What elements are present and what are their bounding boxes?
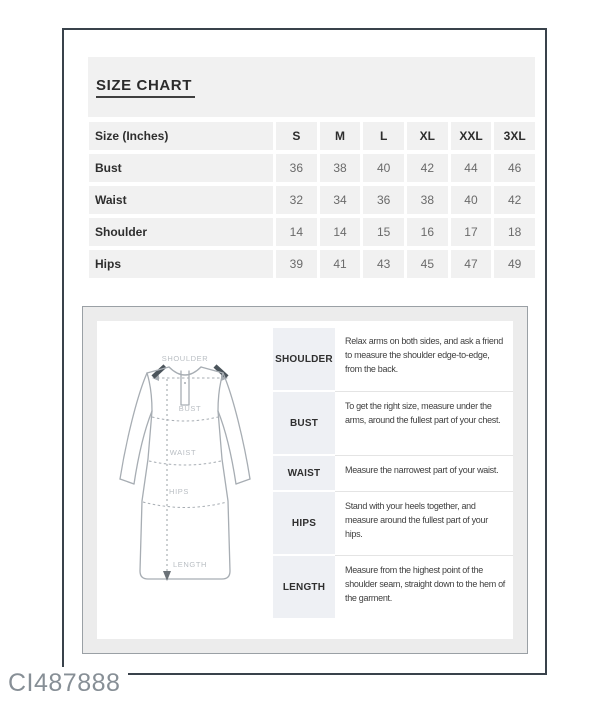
diagram-label-bust: BUST [178, 404, 202, 413]
measurement-instructions [273, 321, 513, 639]
size-col-xl: XL [407, 122, 448, 150]
size-col-3xl: 3XL [494, 122, 535, 150]
size-unit-label: Size (Inches) [89, 122, 273, 150]
size-col-s: S [276, 122, 317, 150]
cell-value: 46 [494, 154, 535, 182]
row-label-waist: Waist [89, 186, 273, 214]
diagram-label-length: LENGTH [173, 560, 208, 569]
row-label-bust: Bust [89, 154, 273, 182]
row-label-shoulder: Shoulder [89, 218, 273, 246]
table-row-shoulder [89, 218, 535, 246]
table-row-bust [89, 154, 535, 182]
cell-value: 44 [451, 154, 492, 182]
guide-description-waist: Measure the narrowest part of your waist. [335, 455, 513, 491]
cell-value: 49 [494, 250, 535, 278]
table-row-waist [89, 186, 535, 214]
cell-value: 36 [276, 154, 317, 182]
title-band [88, 57, 535, 117]
cell-value: 42 [407, 154, 448, 182]
chart-frame [62, 28, 547, 675]
row-label-hips: Hips [89, 250, 273, 278]
measurement-guide [82, 306, 528, 654]
cell-value: 34 [320, 186, 361, 214]
diagram-label-shoulder: SHOULDER [161, 354, 209, 363]
cell-value: 43 [363, 250, 404, 278]
guide-row-length [273, 555, 513, 619]
guide-description-bust: To get the right size, measure under the arms, around the fullest part of your chest. [335, 391, 513, 455]
table-row-hips [89, 250, 535, 278]
cell-value: 38 [407, 186, 448, 214]
kurti-outline-icon [97, 321, 273, 639]
cell-value: 32 [276, 186, 317, 214]
size-col-xxl: XXL [451, 122, 492, 150]
measurement-guide-panel [97, 321, 513, 639]
cell-value: 39 [276, 250, 317, 278]
cell-value: 18 [494, 218, 535, 246]
cell-value: 15 [363, 218, 404, 246]
cell-value: 14 [276, 218, 317, 246]
size-col-m: M [320, 122, 361, 150]
guide-label-bust: BUST [273, 392, 335, 454]
cell-value: 45 [407, 250, 448, 278]
size-table [86, 118, 538, 282]
diagram-label-hips: HIPS [169, 487, 189, 496]
guide-description-shoulder: Relax arms on both sides, and ask a friend to measure the shoulder edge-to-edge, from the back. [345, 336, 503, 374]
size-col-l: L [363, 122, 404, 150]
guide-label-hips: HIPS [273, 492, 335, 554]
cell-value: 41 [320, 250, 361, 278]
guide-label-shoulder: SHOULDER [273, 328, 335, 390]
cell-value: 17 [451, 218, 492, 246]
cell-value: 40 [363, 154, 404, 182]
page-title: SIZE CHART [96, 77, 195, 98]
cell-value: 42 [494, 186, 535, 214]
cell-value: 14 [320, 218, 361, 246]
garment-diagram [97, 321, 273, 639]
guide-label-length: LENGTH [273, 556, 335, 618]
cell-value: 40 [451, 186, 492, 214]
cell-value: 38 [320, 154, 361, 182]
guide-row-shoulder [273, 327, 513, 391]
guide-description-hips: Stand with your heels together, and measure around the fullest part of your hips. [335, 491, 513, 555]
size-table-header-row [89, 122, 535, 150]
cell-value: 47 [451, 250, 492, 278]
guide-row-waist [273, 455, 513, 491]
cell-value: 36 [363, 186, 404, 214]
diagram-label-waist: WAIST [169, 448, 197, 457]
guide-label-waist: WAIST [273, 456, 335, 490]
guide-row-hips [273, 491, 513, 555]
guide-description-length: Measure from the highest point of the shoulder seam, straight down to the hem of the garment. [335, 555, 513, 619]
guide-row-bust [273, 391, 513, 455]
cell-value: 16 [407, 218, 448, 246]
product-code: CI487888 [6, 667, 128, 700]
